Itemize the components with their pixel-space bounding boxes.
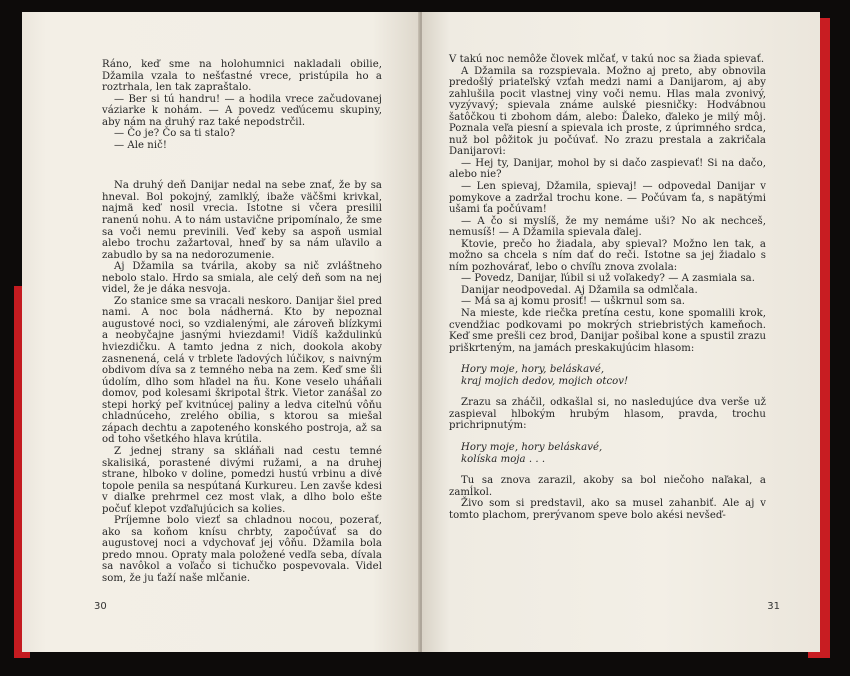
paragraph: Na mieste, kde riečka pretína cestu, kone spomalili krok, cvendžiac podkovami po mokrých striebristých kameňoch. Keď sme prešli cez brod, Danijar pošibal kone a spustil zrazu priškrteným, na jamách preskakujúcim hlasom: [449,308,766,354]
paragraph: Aj Džamila sa tvárila, akoby sa nič zvláštneho nebolo stalo. Hrdo sa smiala, ale celý deň som na nej videl, že je dáka nesvoja. [102,261,382,296]
paragraph: Ktovie, prečo ho žiadala, aby spieval? Možno len tak, a možno sa chcela s ním dať do reči. Istotne sa jej žiadalo s ním pozhovárať, lebo o chvíľu znova zvolala: [449,238,766,273]
paragraph: A Džamila sa rozspievala. Možno aj preto, aby obnovila predošlý priateľský vzťah medzi nami a Danijarom, aj aby zahlušila pocit vlastnej viny voči nemu. Hlas mala zvonivý, vyzývavý; spievala známe aulské piesničky: Hodvábnou šatôčkou ti zbohom dám, alebo: Ďaleko, ďaleko je milý môj. Poznala veľa piesní a spievala ich proste, z úprimného srdca, nuž bol pôžitok ju počúvať. No zrazu prestala a zakričala Danijarovi: [449,65,766,158]
paragraph: Danijar neodpovedal. Aj Džamila sa odmlčala. [461,284,698,296]
paragraph: Zrazu sa zháčil, odkašlal si, no nasledujúce dva verše už zaspieval hlbokým hrubým hlasom, pravda, trochu prichripnutým: [449,397,766,432]
poem-line: Hory moje, hory, beláskavé, [461,364,605,376]
left-page-text [102,59,382,585]
poem-verse [461,364,766,387]
paragraph: — Ale nič! [114,139,167,151]
paragraph: Tu sa znova zarazil, akoby sa bol niečoho naľakal, a zamĺkol. [449,475,766,498]
paragraph: Na druhý deň Danijar nedal na sebe znať, že by sa hneval. Bol pokojný, zamlklý, ibaže väčšmi krivkal, najmä keď nosil vrecia. Istotne si včera presilil ranenú nohu. A to nám ustavične pripomínalo, že sme sa voči nemu previnili. Veď keby sa aspoň usmial alebo trochu zažartoval, hneď by sa nám uľavilo a zabudlo by sa na nedorozumenie. [102,180,382,261]
paragraph: — Čo je? Čo sa ti stalo? [114,128,236,140]
poem-verse [461,442,766,465]
paragraph: Ráno, keď sme na holohumnici nakladali obilie, Džamila vzala to nešťastné vrece, pristúpila ho a roztrhala, len tak zapraštalo. [102,59,382,94]
paragraph: Živo som si predstavil, ako sa musel zahanbiť. Ale aj v tomto plachom, prerývanom speve bolo akési nevšeď- [449,498,766,521]
poem-line: kolíska moja . . . [461,453,546,465]
left-page-number: 30 [94,601,107,612]
right-page [422,12,820,652]
paragraph: — Ber si tú handru! — a hodila vrece začudovanej váziarke k nohám. — A povedz veďúcemu skupiny, aby nám na druhý raz také nepodstrčil. [102,93,382,128]
paragraph: Z jednej strany sa skláňali nad cestu temné skalisiká, porastené divými ružami, a na druhej strane, hlboko v doline, pomedzi hustú vrbinu a divé topole penila sa nespútaná Kurkureu. Len zavše kdesi v diaľke prehrmel cez most vlak, a dlho bolo ešte počuť klepot vzďaľujúcich sa kolies. [102,445,382,515]
right-page-text [449,54,766,521]
paragraph: Zo stanice sme sa vracali neskoro. Danijar šiel pred nami. A noc bola nádherná. Kto by nepoznal augustové noci, so vzdialenými, ale zároveň blízkymi a neobyčajne jasnými hviezdami! Vidíš každulinkú hviezdičku. A tamto jedna z nich, dookola akoby zasnenená, celá v trblete ľadových lúčikov, s naivným obdivom díva sa z temného neba na zem. Keď sme šli údolím, dlho som hľadel na ňu. Kone veselo uháňali domov, pod kolesami škripotal štrk. Vietor zanášal zo stepi horký peľ kvitnúcej paliny a ledva citeľnú vôňu chladnúceho, zrelého obilia, s ktorou sa miešal zápach dechtu a zapoteného konského postroja, až sa od toho všetkého hlava krútila. [102,295,382,446]
paragraph: — A čo si myslíš, že my nemáme uši? No ak nechceš, nemusíš! — A Džamila spievala ďalej. [449,215,766,239]
paragraph: Príjemne bolo viezť sa chladnou nocou, pozerať, ako sa koňom knísu chrbty, započúvať sa do augustovej noci a vdychovať jej vôňu. Džamila bola predo mnou. Opraty mala položené vedľa seba, dívala sa navôkol a voľačo si tichučko pospevovala. Videl som, že ju ťaží naše mlčanie. [102,515,382,584]
poem-line: Hory moje, hory beláskavé, [461,441,603,453]
paragraph: — Povedz, Danijar, ľúbil si už voľakedy? — A zasmiala sa. [461,273,755,285]
paragraph: — Má sa aj komu prosiť! — uškrnul som sa. [461,296,686,308]
left-page [22,12,420,652]
paragraph: — Hej ty, Danijar, mohol by si dačo zaspievať! Si na dačo, alebo nie? [449,157,766,181]
paragraph: — Len spievaj, Džamila, spievaj! — odpovedal Danijar v pomykove a zadržal trochu kone. — Počúvam ťa, s napätými ušami ťa počúvam! [449,181,766,216]
book-spread [22,12,822,652]
right-page-number: 31 [767,601,780,612]
poem-line: kraj mojich dedov, mojich otcov! [461,375,629,387]
paragraph: V takú noc nemôže človek mlčať, v takú noc sa žiada spievať. [449,54,765,65]
